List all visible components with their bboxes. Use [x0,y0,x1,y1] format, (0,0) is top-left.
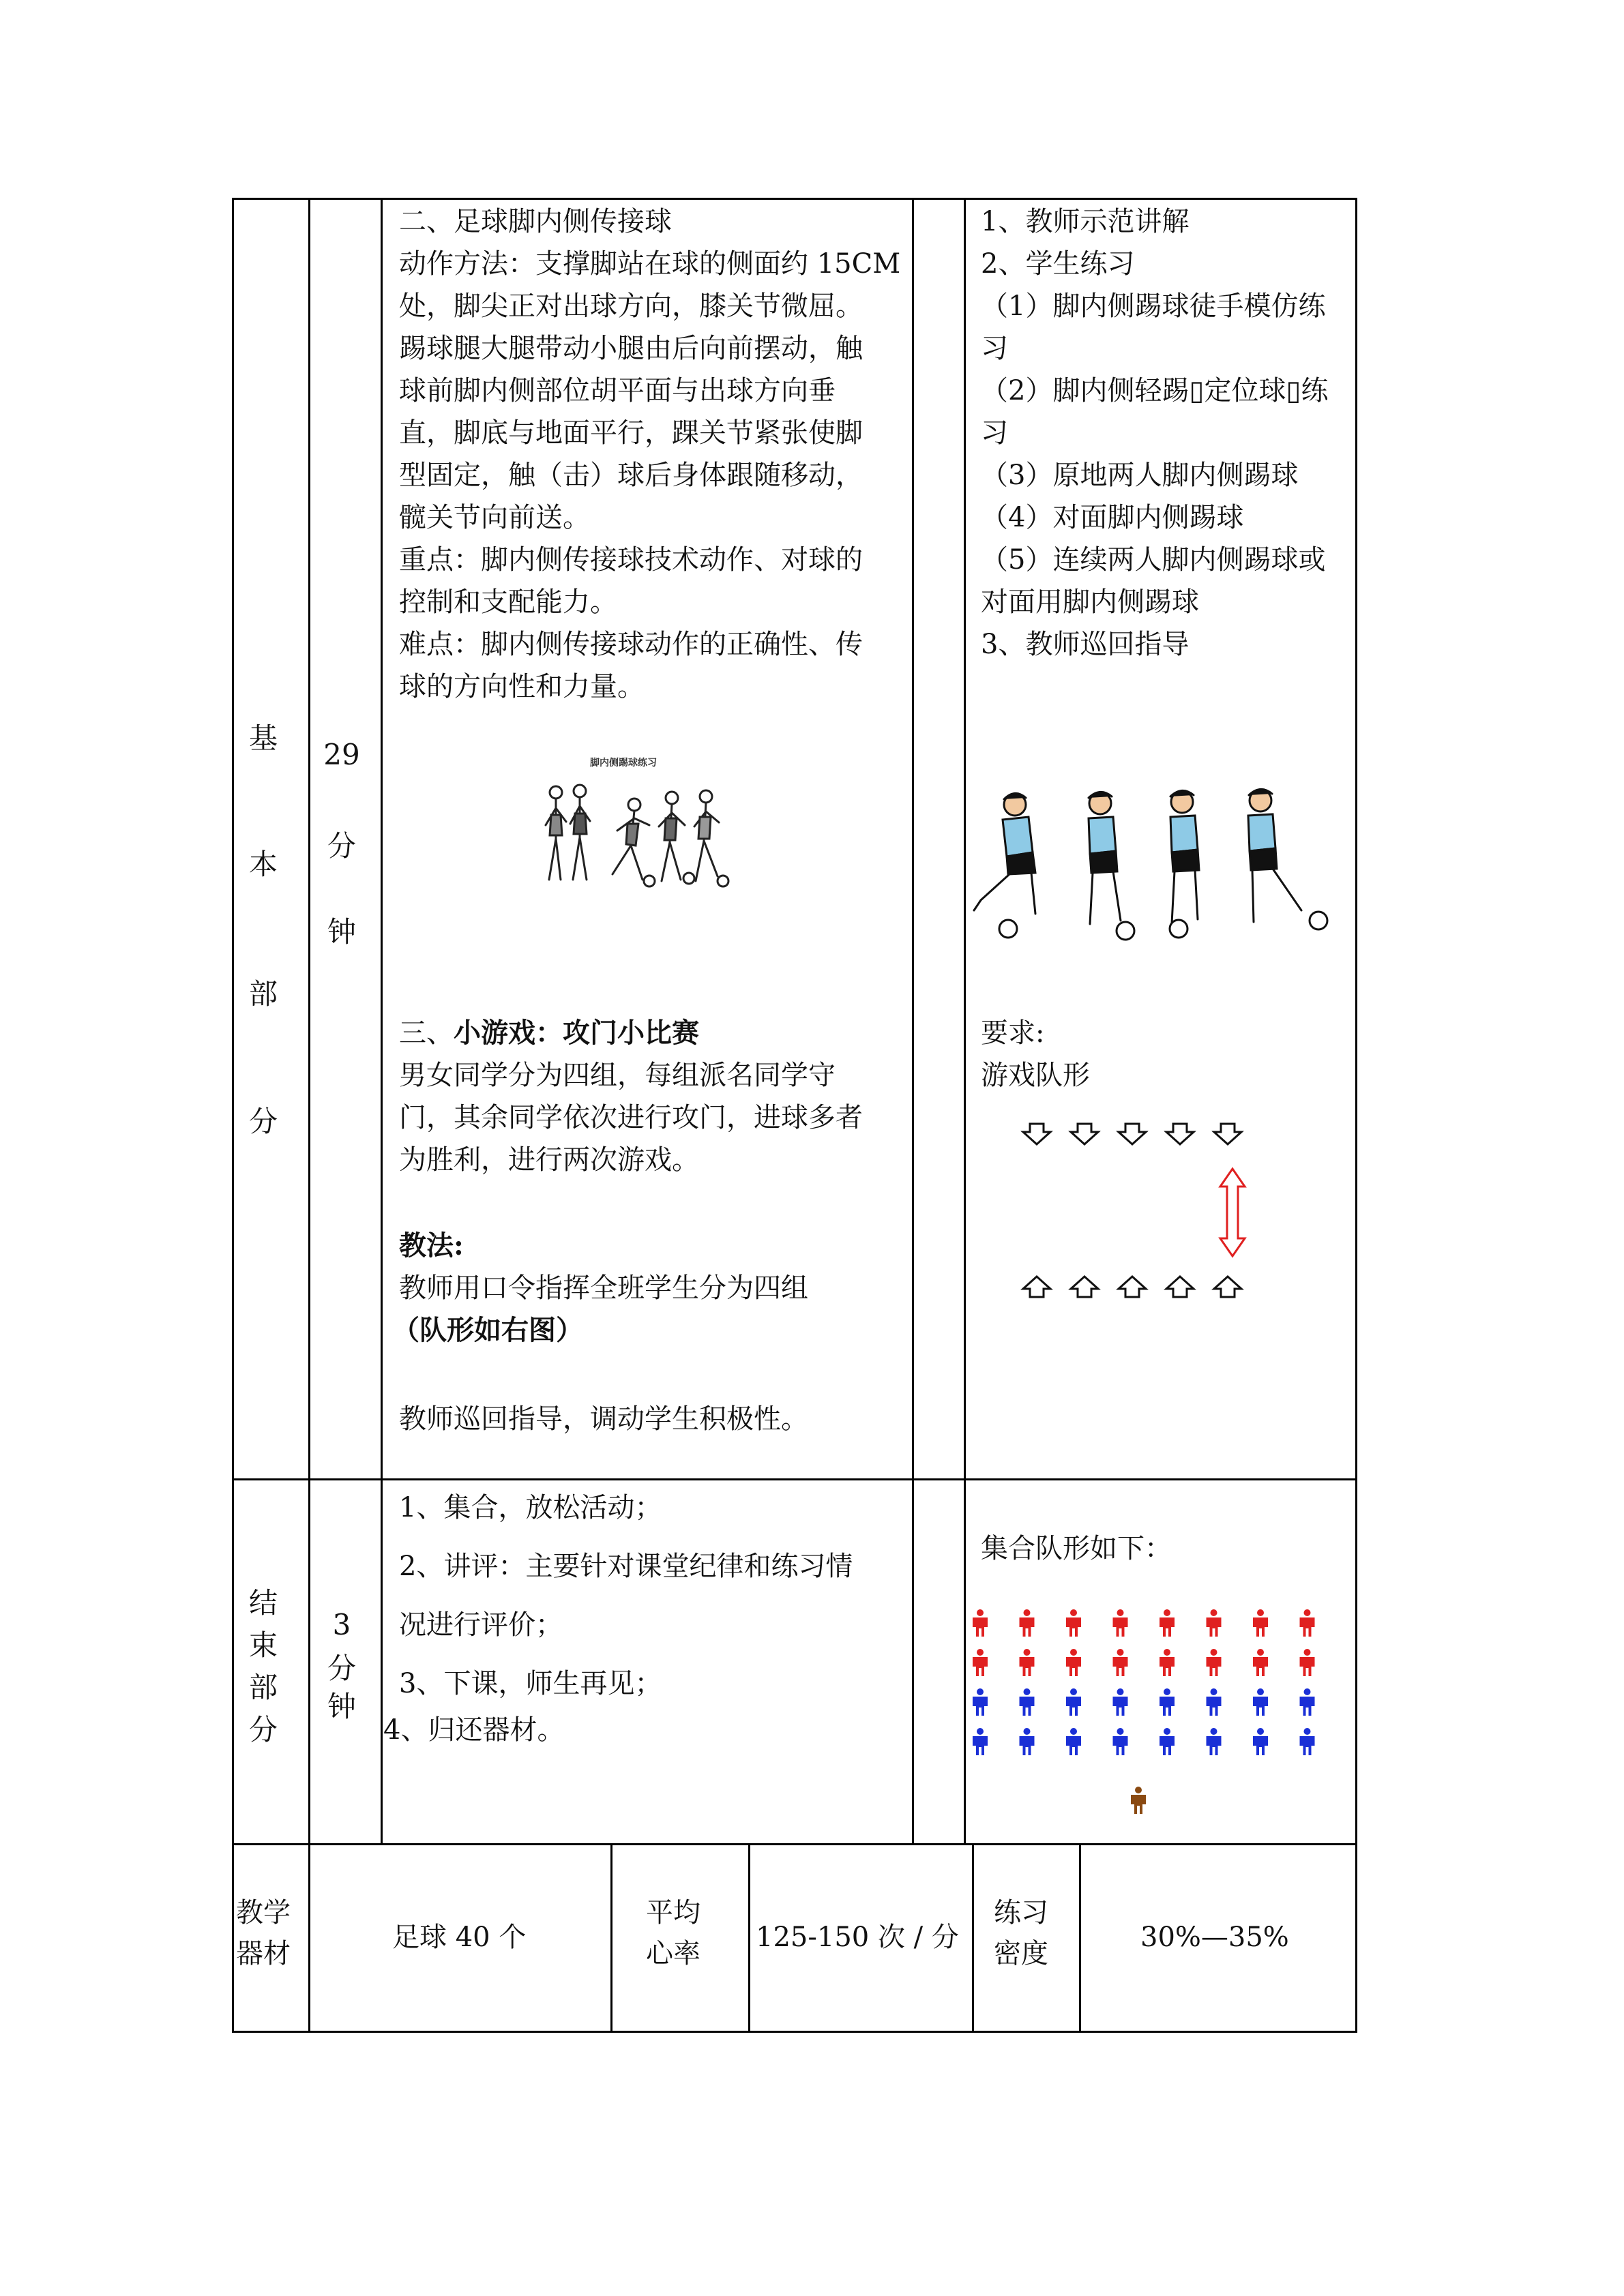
ending-time-minutes: 3 [332,1608,351,1641]
org-line: 习 [981,333,1008,364]
student-red-figure [973,1609,988,1637]
student-red-figure [1160,1649,1175,1676]
content-line: 直，脚底与地面平行，踝关节紧张使脚 [399,417,863,449]
content-line: 球前脚内侧部位胡平面与出球方向垂 [399,375,836,406]
basic-label-char: 基 [248,721,278,755]
requirement-label: 要求: [981,1017,1045,1049]
heart-rate-label-line: 平均 [646,1897,700,1928]
student-red-figure [1066,1609,1081,1637]
game-formation-diagram [1020,1118,1265,1309]
teacher-figure [1131,1787,1146,1814]
student-blue-figure [1020,1688,1035,1716]
student-blue-figure [1253,1688,1268,1716]
ending-label-char: 束 [248,1628,278,1662]
content-line: 控制和支配能力。 [399,586,617,618]
student-red-figure [1113,1649,1128,1676]
density-value: 30%—35% [1140,1922,1289,1953]
footer-divider-3 [972,1843,974,2033]
ending-line: 4、归还器材。 [383,1714,565,1746]
ending-line: 3、下课，师生再见； [399,1668,662,1699]
ending-time-unit: 钟 [327,1690,356,1723]
student-red-figure [1020,1609,1035,1637]
sketch-players-icon [525,750,750,921]
col-divider-d [964,198,966,1845]
org-line: 2、学生练习 [981,248,1135,280]
footer-divider-1 [610,1843,612,2033]
kick-sequence-illustration [967,777,1335,948]
game-title [399,1012,699,1054]
ending-line: 2、讲评：主要针对课堂纪律和练习情 [399,1551,853,1582]
student-blue-figure [1160,1688,1175,1716]
closing-line: 教师巡回指导，调动学生积极性。 [399,1403,808,1435]
col-divider-a [308,198,310,2033]
student-red-figure [1020,1649,1035,1676]
ending-label-char: 分 [248,1713,278,1746]
method-title: 教法: [399,1229,464,1262]
basic-label-char: 分 [248,1105,278,1138]
game-line: 为胜利，进行两次游戏。 [399,1144,699,1176]
content-line: 型固定，触（击）球后身体跟随移动， [399,460,863,491]
heart-rate-value: 125-150 次 / 分 [756,1922,959,1953]
ending-label-char: 部 [248,1671,278,1704]
col-divider-b [381,198,383,1845]
content-line: 动作方法：支撑脚站在球的侧面约 15CM [399,248,901,280]
formation-arrows-icon [1020,1118,1265,1309]
equipment-label-line: 器材 [236,1938,291,1969]
assembly-formation-diagram [969,1609,1323,1828]
org-line: （2）脚内侧轻踢▯定位球▯练 [981,375,1329,406]
student-red-figure [1160,1609,1175,1637]
student-blue-figure [1066,1688,1081,1716]
heart-rate-label [646,1892,700,1974]
student-blue-figure [1207,1728,1222,1755]
density-label-line: 密度 [994,1938,1048,1969]
basic-time-unit: 分 [327,829,356,863]
heart-rate-label-line: 心率 [646,1938,700,1969]
student-blue-figure [1066,1728,1081,1755]
footer-divider-2 [748,1843,750,2033]
org-line: （3）原地两人脚内侧踢球 [981,460,1299,491]
student-blue-figure [1113,1688,1128,1716]
game-title-text: 小游戏：攻门小比赛 [454,1017,699,1049]
basic-time-unit: 钟 [327,915,356,949]
density-label [994,1892,1048,1974]
student-red-figure [1253,1649,1268,1676]
org-line: （1）脚内侧踢球徒手模仿练 [981,290,1326,322]
student-blue-figure [1300,1728,1315,1755]
content-line: 处，脚尖正对出球方向，膝关节微屈。 [399,290,863,322]
game-title-prefix: 三、 [399,1017,454,1049]
table-bottom-border [232,2031,1357,2033]
illustration-caption: 脚内侧踢球练习 [590,758,657,769]
equipment-label-line: 教学 [236,1897,291,1928]
org-line: 对面用脚内侧踢球 [981,586,1199,618]
org-line: 1、教师示范讲解 [981,206,1190,237]
student-blue-figure [973,1688,988,1716]
content-line: 球的方向性和力量。 [399,671,645,702]
method-line: 教师用口令指挥全班学生分为四组 [399,1272,808,1304]
equipment-value: 足球 40 个 [392,1922,527,1953]
student-blue-figure [1160,1728,1175,1755]
row-divider-1 [232,1478,1357,1480]
ending-line: 况进行评价； [399,1609,563,1641]
ending-time-unit: 分 [327,1652,356,1685]
org-line: （5）连续两人脚内侧踢球或 [981,544,1326,576]
density-label-line: 练习 [994,1897,1048,1928]
basic-time-minutes: 29 [323,738,360,771]
student-red-figure [1253,1609,1268,1637]
student-blue-figure [1113,1728,1128,1755]
student-blue-figure [1207,1688,1222,1716]
student-blue-figure [973,1728,988,1755]
assembly-label: 集合队形如下： [981,1533,1172,1564]
student-blue-figure [1020,1728,1035,1755]
content-line: 二、足球脚内侧传接球 [399,206,672,237]
student-red-figure [1207,1649,1222,1676]
col-divider-c [912,198,914,1845]
student-red-figure [1207,1609,1222,1637]
student-red-figure [1066,1649,1081,1676]
game-line: 男女同学分为四组，每组派名同学守 [399,1060,836,1091]
student-blue-figure [1253,1728,1268,1755]
content-line: 髋关节向前送。 [399,502,590,533]
row-divider-2 [232,1843,1357,1845]
org-line: 习 [981,417,1008,449]
formation-label: 游戏队形 [981,1060,1090,1091]
ending-line: 1、集合，放松活动； [399,1492,662,1523]
basic-label-char: 部 [248,977,278,1011]
student-blue-figure [1300,1688,1315,1716]
table-right-border [1355,198,1357,2033]
kick-practice-illustration [525,750,750,921]
ending-label-char: 结 [248,1586,278,1620]
content-line: 重点：脚内侧传接球技术动作、对球的 [399,544,863,576]
table-left-border [232,198,234,2033]
content-line: 难点：脚内侧传接球动作的正确性、传 [399,629,863,660]
student-red-figure [1300,1609,1315,1637]
org-line: （4）对面脚内侧踢球 [981,502,1244,533]
student-red-figure [1300,1649,1315,1676]
student-red-figure [973,1649,988,1676]
org-line: 3、教师巡回指导 [981,629,1190,660]
content-line: 踢球腿大腿带动小腿由后向前摆动，触 [399,333,863,364]
student-red-figure [1113,1609,1128,1637]
equipment-label [236,1892,291,1974]
table-top-border [232,198,1357,200]
game-line: 门，其余同学依次进行攻门，进球多者 [399,1102,863,1133]
formation-note: （队形如右图） [392,1314,583,1346]
footer-divider-4 [1079,1843,1081,2033]
basic-label-char: 本 [248,848,278,881]
color-players-icon [967,777,1335,948]
